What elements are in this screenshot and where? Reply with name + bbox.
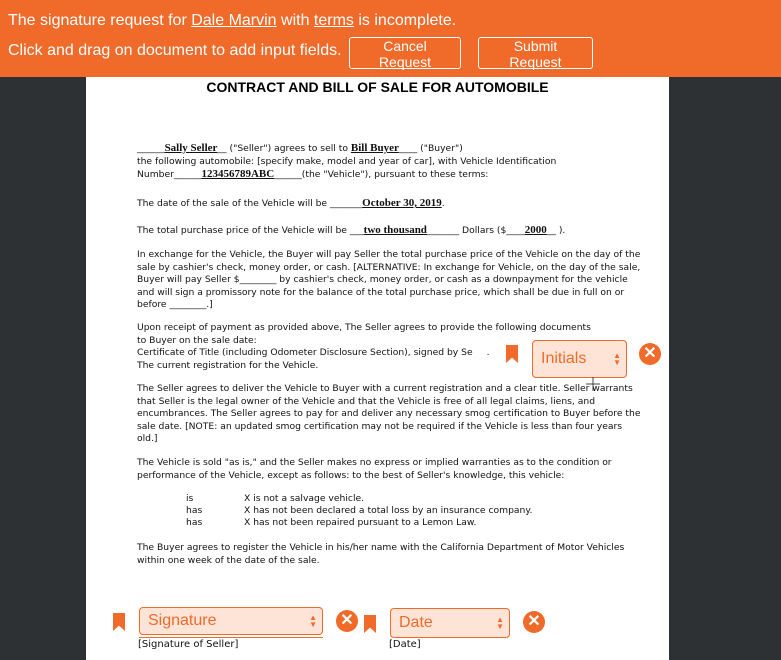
price-words: two thousand (363, 224, 427, 236)
date-field-label: Date (399, 614, 433, 631)
condition-verb: is (186, 493, 194, 504)
banner-instruction: Click and drag on document to add input fields. (8, 42, 342, 59)
document-title: CONTRACT AND BILL OF SALE FOR AUTOMOBILE (206, 79, 549, 95)
sale-date-line: The date of the sale of the Vehicle will be _______October 30, 2019. (137, 197, 445, 209)
initials-field[interactable] (532, 340, 627, 378)
price-line: The total purchase price of the Vehicle will be ___two thousand_______ Dollars ($____2000__ ). (137, 224, 566, 236)
sale-date: October 30, 2019 (362, 197, 442, 209)
condition-text: X is not a salvage vehicle. (244, 493, 365, 504)
parties-paragraph: ______Sally Seller__ ("Seller") agrees to sell to Bill Buyer____ ("Buyer") the following automobile: [specify make, model and year of car], with Vehicle Identification Number______123456789ABC______(the "Vehicle"), pursuant to these terms: (137, 142, 557, 180)
buyer-name: Bill Buyer (350, 142, 399, 154)
signature-request-banner (0, 0, 781, 77)
delivery-paragraph: The Seller agrees to deliver the Vehicle to Buyer with a current registration and a clear title. Seller warrants that Seller is the legal owner of the Vehicle and that the Vehicle is free of all legal claims, liens, and encumbrances. The Seller agrees to pay for and deliver any necessary smog certification to Buyer before the sale date. [NOTE: an updated smog certification may not be required if the Vehicle is less than four years old.] (137, 383, 641, 444)
price-number: 2000 (524, 224, 547, 236)
date-caption: [Date] (389, 639, 421, 650)
condition-verb: has (186, 517, 203, 528)
signature-field-label: Signature (148, 612, 217, 629)
seller-name: Sally Seller (164, 142, 218, 154)
cancel-request-button[interactable]: Cancel Request (349, 37, 461, 69)
crosshair-cursor-icon (586, 377, 600, 391)
select-arrows-icon: ▲ ▼ (309, 613, 317, 629)
receipt-paragraph: Upon receipt of payment as provided above, The Seller agrees to provide the following documents to Buyer on the sale date: Certificate of Title (including Odometer Disclosure Section), signed by Se . The current registration for the Vehicle. (137, 322, 591, 371)
condition-text: X has not been repaired pursuant to a Lemon Law. (244, 517, 477, 528)
signature-caption: [Signature of Seller] (138, 639, 239, 650)
remove-signature-field-icon[interactable]: ✕ (336, 610, 358, 632)
select-arrows-icon: ▲ ▼ (613, 351, 621, 367)
remove-date-field-icon[interactable]: ✕ (523, 611, 545, 633)
condition-text: X has not been declared a total loss by an insurance company. (244, 505, 533, 516)
terms-link[interactable]: terms (313, 12, 354, 29)
initials-field-label: Initials (541, 350, 587, 367)
registration-paragraph: The Buyer agrees to register the Vehicle in his/her name with the California Department of Motor Vehicles within one week of the date of the sale. (137, 542, 625, 566)
condition-verb: has (186, 505, 203, 516)
banner-text: is incomplete. (353, 12, 457, 29)
as-is-paragraph: The Vehicle is sold "as is," and the Seller makes no express or implied warranties as to the condition or performance of the Vehicle, except as follows: to the best of Seller's knowledge, this vehicle: (137, 457, 612, 481)
banner-text: The signature request for (8, 12, 192, 29)
vin-number: 123456789ABC (201, 168, 275, 180)
banner-text: with (276, 12, 314, 29)
date-field[interactable] (390, 608, 510, 638)
banner-status-line (8, 12, 456, 30)
signature-field[interactable] (139, 607, 323, 635)
exchange-paragraph: In exchange for the Vehicle, the Buyer will pay Seller the total purchase price of the Vehicle on the day of the sale by cashier's check, money order, or cash. [ALTERNATIVE: In exchange for Vehicle, on the day of the sale, Buyer will pay Seller $________ by cashier's check, money order, or cash as a downpayment for the vehicle and will sign a promissory note for the balance of the total purchase price, which shall be due in full on or before ________.] (137, 249, 641, 310)
submit-request-button[interactable]: Submit Request (478, 37, 593, 69)
select-arrows-icon: ▲ ▼ (496, 615, 504, 631)
remove-initials-field-icon[interactable]: ✕ (639, 343, 661, 365)
signature-line (139, 637, 323, 638)
signer-name-link[interactable]: Dale Marvin (191, 12, 277, 29)
